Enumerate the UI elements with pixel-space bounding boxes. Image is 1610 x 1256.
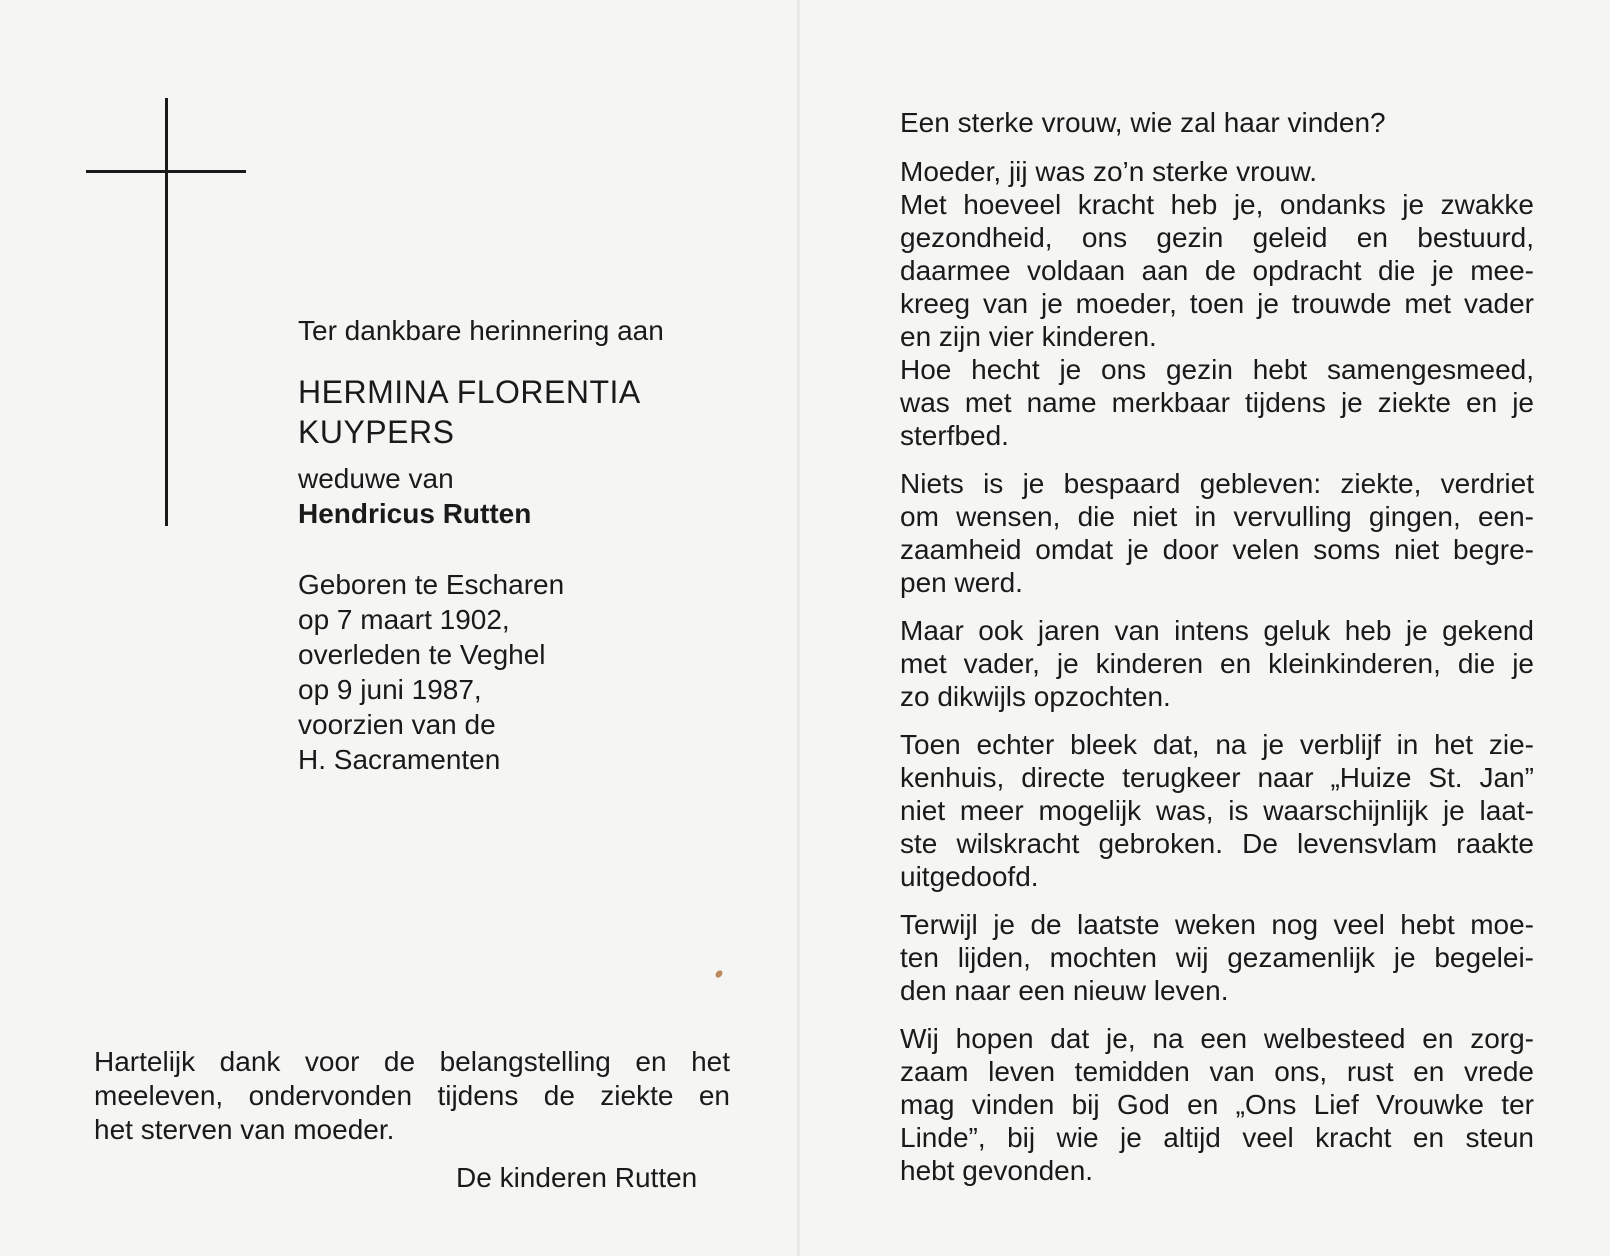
poem-line: Hoe hecht je ons gezin hebt samengesmeed, — [900, 354, 1534, 385]
card-fold — [797, 0, 800, 1256]
poem-line: kreeg van je moeder, toen je trouwde met vader — [900, 288, 1534, 319]
poem-line: Maar ook jaren van intens geluk heb je gekend — [900, 615, 1534, 646]
detail-line: op 9 juni 1987, — [298, 674, 482, 705]
cross-icon — [86, 98, 246, 526]
detail-line: Geboren te Escharen — [298, 569, 565, 600]
poem-line: en zijn vier kinderen. — [900, 321, 1157, 352]
poem-line: Een sterke vrouw, wie zal haar vinden? — [900, 107, 1386, 138]
poem-line: Wij hopen dat je, na een welbesteed en zorg- — [900, 1023, 1534, 1054]
deceased-name-line1: HERMINA FLORENTIA — [298, 374, 641, 410]
intro-text: Ter dankbare herinnering aan — [298, 315, 664, 346]
poem-line: Moeder, jij was zo’n sterke vrouw. — [900, 156, 1318, 187]
poem-line: Terwijl je de laatste weken nog veel hebt moe- — [900, 909, 1534, 940]
signature-text: De kinderen Rutten — [456, 1162, 698, 1193]
poem-line: met vader, je kinderen en kleinkinderen, die je — [900, 648, 1534, 679]
detail-line: voorzien van de — [298, 709, 496, 740]
widow-of-text: weduwe van — [298, 463, 454, 494]
poem-line: uitgedoofd. — [900, 861, 1039, 892]
thanks-line: het sterven van moeder. — [94, 1114, 395, 1145]
detail-line: overleden te Veghel — [298, 639, 546, 670]
poem-line: Linde”, bij wie je altijd veel kracht en steun — [900, 1122, 1534, 1153]
poem-line: hebt gevonden. — [900, 1155, 1094, 1186]
detail-line: H. Sacramenten — [298, 744, 501, 775]
poem-line: kenhuis, directe terugkeer naar „Huize St. Jan” — [900, 762, 1534, 793]
cross-horizontal-bar — [86, 170, 246, 173]
poem-line: Toen echter bleek dat, na je verblijf in het zie- — [900, 729, 1534, 760]
poem-line: niet meer mogelijk was, is waarschijnlijk je laat- — [900, 795, 1534, 826]
poem-line: zaamheid omdat je door velen soms niet begre- — [900, 534, 1534, 565]
thanks-line: Hartelijk dank voor de belangstelling en het — [94, 1046, 730, 1077]
cross-vertical-bar — [165, 98, 168, 526]
husband-name: Hendricus Rutten — [298, 498, 532, 529]
poem-line: den naar een nieuw leven. — [900, 975, 1229, 1006]
stain-mark — [714, 969, 724, 979]
deceased-name-line2: KUYPERS — [298, 414, 455, 450]
detail-line: op 7 maart 1902, — [298, 604, 510, 635]
poem-line: om wensen, die niet in vervulling gingen, een- — [900, 501, 1534, 532]
left-panel — [0, 0, 797, 1256]
poem-line: pen werd. — [900, 567, 1023, 598]
poem-line: Met hoeveel kracht heb je, ondanks je zwakke — [900, 189, 1534, 220]
poem-line: zaam leven temidden van ons, rust en vrede — [900, 1056, 1534, 1087]
poem-line: was met name merkbaar tijdens je ziekte en je — [900, 387, 1534, 418]
poem-line: daarmee voldaan aan de opdracht die je mee- — [900, 255, 1534, 286]
poem-line: gezondheid, ons gezin geleid en bestuurd, — [900, 222, 1534, 253]
poem-line: Niets is je bespaard gebleven: ziekte, verdriet — [900, 468, 1534, 499]
poem-line: zo dikwijls opzochten. — [900, 681, 1171, 712]
poem-line: sterfbed. — [900, 420, 1009, 451]
thanks-line: meeleven, ondervonden tijdens de ziekte en — [94, 1080, 730, 1111]
poem-line: mag vinden bij God en „Ons Lief Vrouwke ter — [900, 1089, 1534, 1120]
poem-line: ten lijden, mochten wij gezamenlijk je begelei- — [900, 942, 1534, 973]
poem-line: ste wilskracht gebroken. De levensvlam raakte — [900, 828, 1534, 859]
